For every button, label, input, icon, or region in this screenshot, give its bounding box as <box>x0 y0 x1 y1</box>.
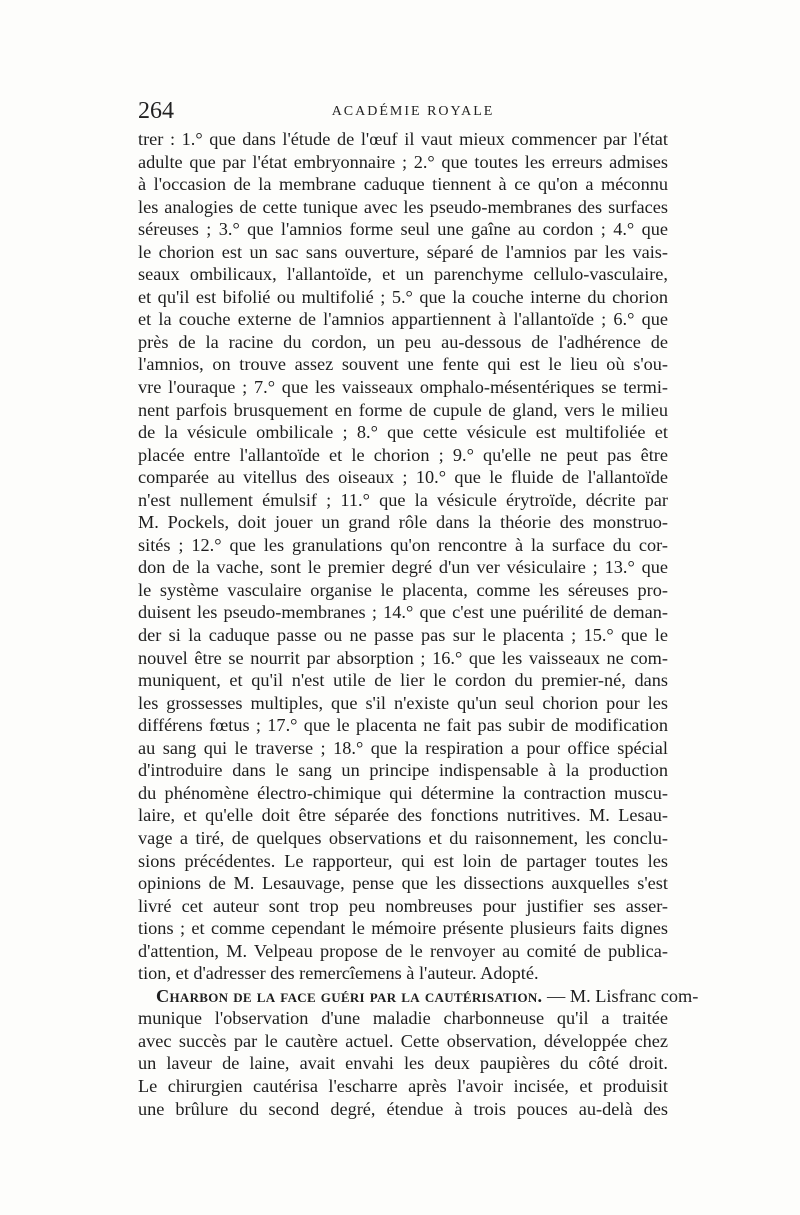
text-line: sités ; 12.° que les granulations qu'on rencontre à la surface du cor- <box>138 534 668 555</box>
text-line: seaux ombilicaux, l'allantoïde, et un parenchyme cellulo-vasculaire, <box>138 264 668 285</box>
text-line: d'attention, M. Velpeau propose de le renvoyer au comité de publica- <box>138 940 668 961</box>
text-line: séreuses ; 3.° que l'amnios forme seul une gaîne au cordon ; 4.° que <box>138 219 668 240</box>
text-line: vage a tiré, de quelques observations et du raisonnement, les conclu- <box>138 827 668 848</box>
text-line: Le chirurgien cautérisa l'escharre après l'avoir incisée, et produisit <box>138 1075 668 1096</box>
text-line: à l'occasion de la membrane caduque tiennent à ce qu'on a méconnu <box>138 174 668 195</box>
section-heading-continuation: — M. Lisfranc com- <box>542 985 699 1006</box>
text-line: de la vésicule ombilicale ; 8.° que cette vésicule est multifoliée et <box>138 422 668 443</box>
text-line: le chorion est un sac sans ouverture, séparé de l'amnios par les vais- <box>138 241 668 262</box>
text-line: trer : 1.° que dans l'étude de l'œuf il vaut mieux commencer par l'état <box>138 129 668 149</box>
text-line: M. Pockels, doit jouer un grand rôle dans la théorie des monstruo- <box>138 512 668 533</box>
text-line: sions précédentes. Le rapporteur, qui est loin de partager toutes les <box>138 850 668 871</box>
section-first-line <box>138 985 699 1008</box>
text-line: placée entre l'allantoïde et le chorion ; 9.° qu'elle ne peut pas être <box>138 444 668 465</box>
page-header <box>138 97 668 127</box>
section-heading: Charbon de la face guéri par la cautérisation. <box>156 985 543 1006</box>
paragraph-charbon <box>138 985 699 1120</box>
text-line: différens fœtus ; 17.° que le placenta ne fait pas subir de modification <box>138 715 668 736</box>
text-line: opinions de M. Lesauvage, pense que les dissections auxquelles s'est <box>138 873 668 894</box>
text-line: l'amnios, on trouve assez souvent une fente qui est le lieu où s'ou- <box>138 354 668 375</box>
text-line: don de la vache, sont le premier degré d'un ver vésiculaire ; 13.° que <box>138 557 668 578</box>
text-line: d'introduire dans le sang un principe indispensable à la production <box>138 760 668 781</box>
text-line: au sang qui le traverse ; 18.° que la respiration a pour office spécial <box>138 737 668 758</box>
body-text <box>138 128 699 1120</box>
text-line: près de la racine du cordon, un peu au-dessous de l'adhérence de <box>138 331 668 352</box>
text-line: et la couche externe de l'amnios appartiennent à l'allantoïde ; 6.° que <box>138 309 668 330</box>
paragraph-report <box>138 128 668 985</box>
text-line: n'est nullement émulsif ; 11.° que la vésicule érytroïde, décrite par <box>138 489 668 510</box>
text-line: vre l'ouraque ; 7.° que les vaisseaux omphalo-mésentériques se termi- <box>138 377 668 398</box>
text-line: munique l'observation d'une maladie charbonneuse qu'il a traitée <box>138 1008 668 1029</box>
page-number: 264 <box>138 98 174 124</box>
text-line: les grossesses multiples, que s'il n'existe qu'un seul chorion pour les <box>138 692 668 713</box>
text-line: duisent les pseudo-membranes ; 14.° que c'est une puérilité de deman- <box>138 602 668 623</box>
text-line: tion, et d'adresser des remercîemens à l'auteur. Adopté. <box>138 963 539 984</box>
text-line: le système vasculaire organise le placenta, comme les séreuses pro- <box>138 579 668 600</box>
text-line: adulte que par l'état embryonnaire ; 2.° que toutes les erreurs admises <box>138 151 668 172</box>
text-line: avec succès par le cautère actuel. Cette observation, développée chez <box>138 1030 668 1051</box>
text-line: nouvel être se nourrit par absorption ; 16.° que les vaisseaux ne com- <box>138 647 668 668</box>
text-line: comparée au vitellus des oiseaux ; 10.° que le fluide de l'allantoïde <box>138 467 668 488</box>
text-line: une brûlure du second degré, étendue à trois pouces au-delà des <box>138 1098 668 1119</box>
text-line: der si la caduque passe ou ne passe pas sur le placenta ; 15.° que le <box>138 625 668 646</box>
text-line: nent parfois brusquement en forme de cupule de gland, vers le milieu <box>138 399 668 420</box>
text-line: laire, et qu'elle doit être séparée des fonctions nutritives. M. Lesau- <box>138 805 668 826</box>
text-line: un laveur de laine, avait envahi les deux paupières du côté droit. <box>138 1053 668 1074</box>
text-line: et qu'il est bifolié ou multifolié ; 5.° que la couche interne du chorion <box>138 286 668 307</box>
running-head: ACADÉMIE ROYALE <box>331 104 495 119</box>
text-line: livré cet auteur sont trop peu nombreuses pour justifier ses asser- <box>138 895 668 916</box>
text-line: muniquent, et qu'il n'est utile de lier le cordon du premier-né, dans <box>138 670 668 691</box>
text-line: tions ; et comme cependant le mémoire présente plusieurs faits dignes <box>138 918 668 939</box>
text-line: les analogies de cette tunique avec les pseudo-membranes des surfaces <box>138 196 668 217</box>
text-line: du phénomène électro-chimique qui détermine la contraction muscu- <box>138 782 668 803</box>
